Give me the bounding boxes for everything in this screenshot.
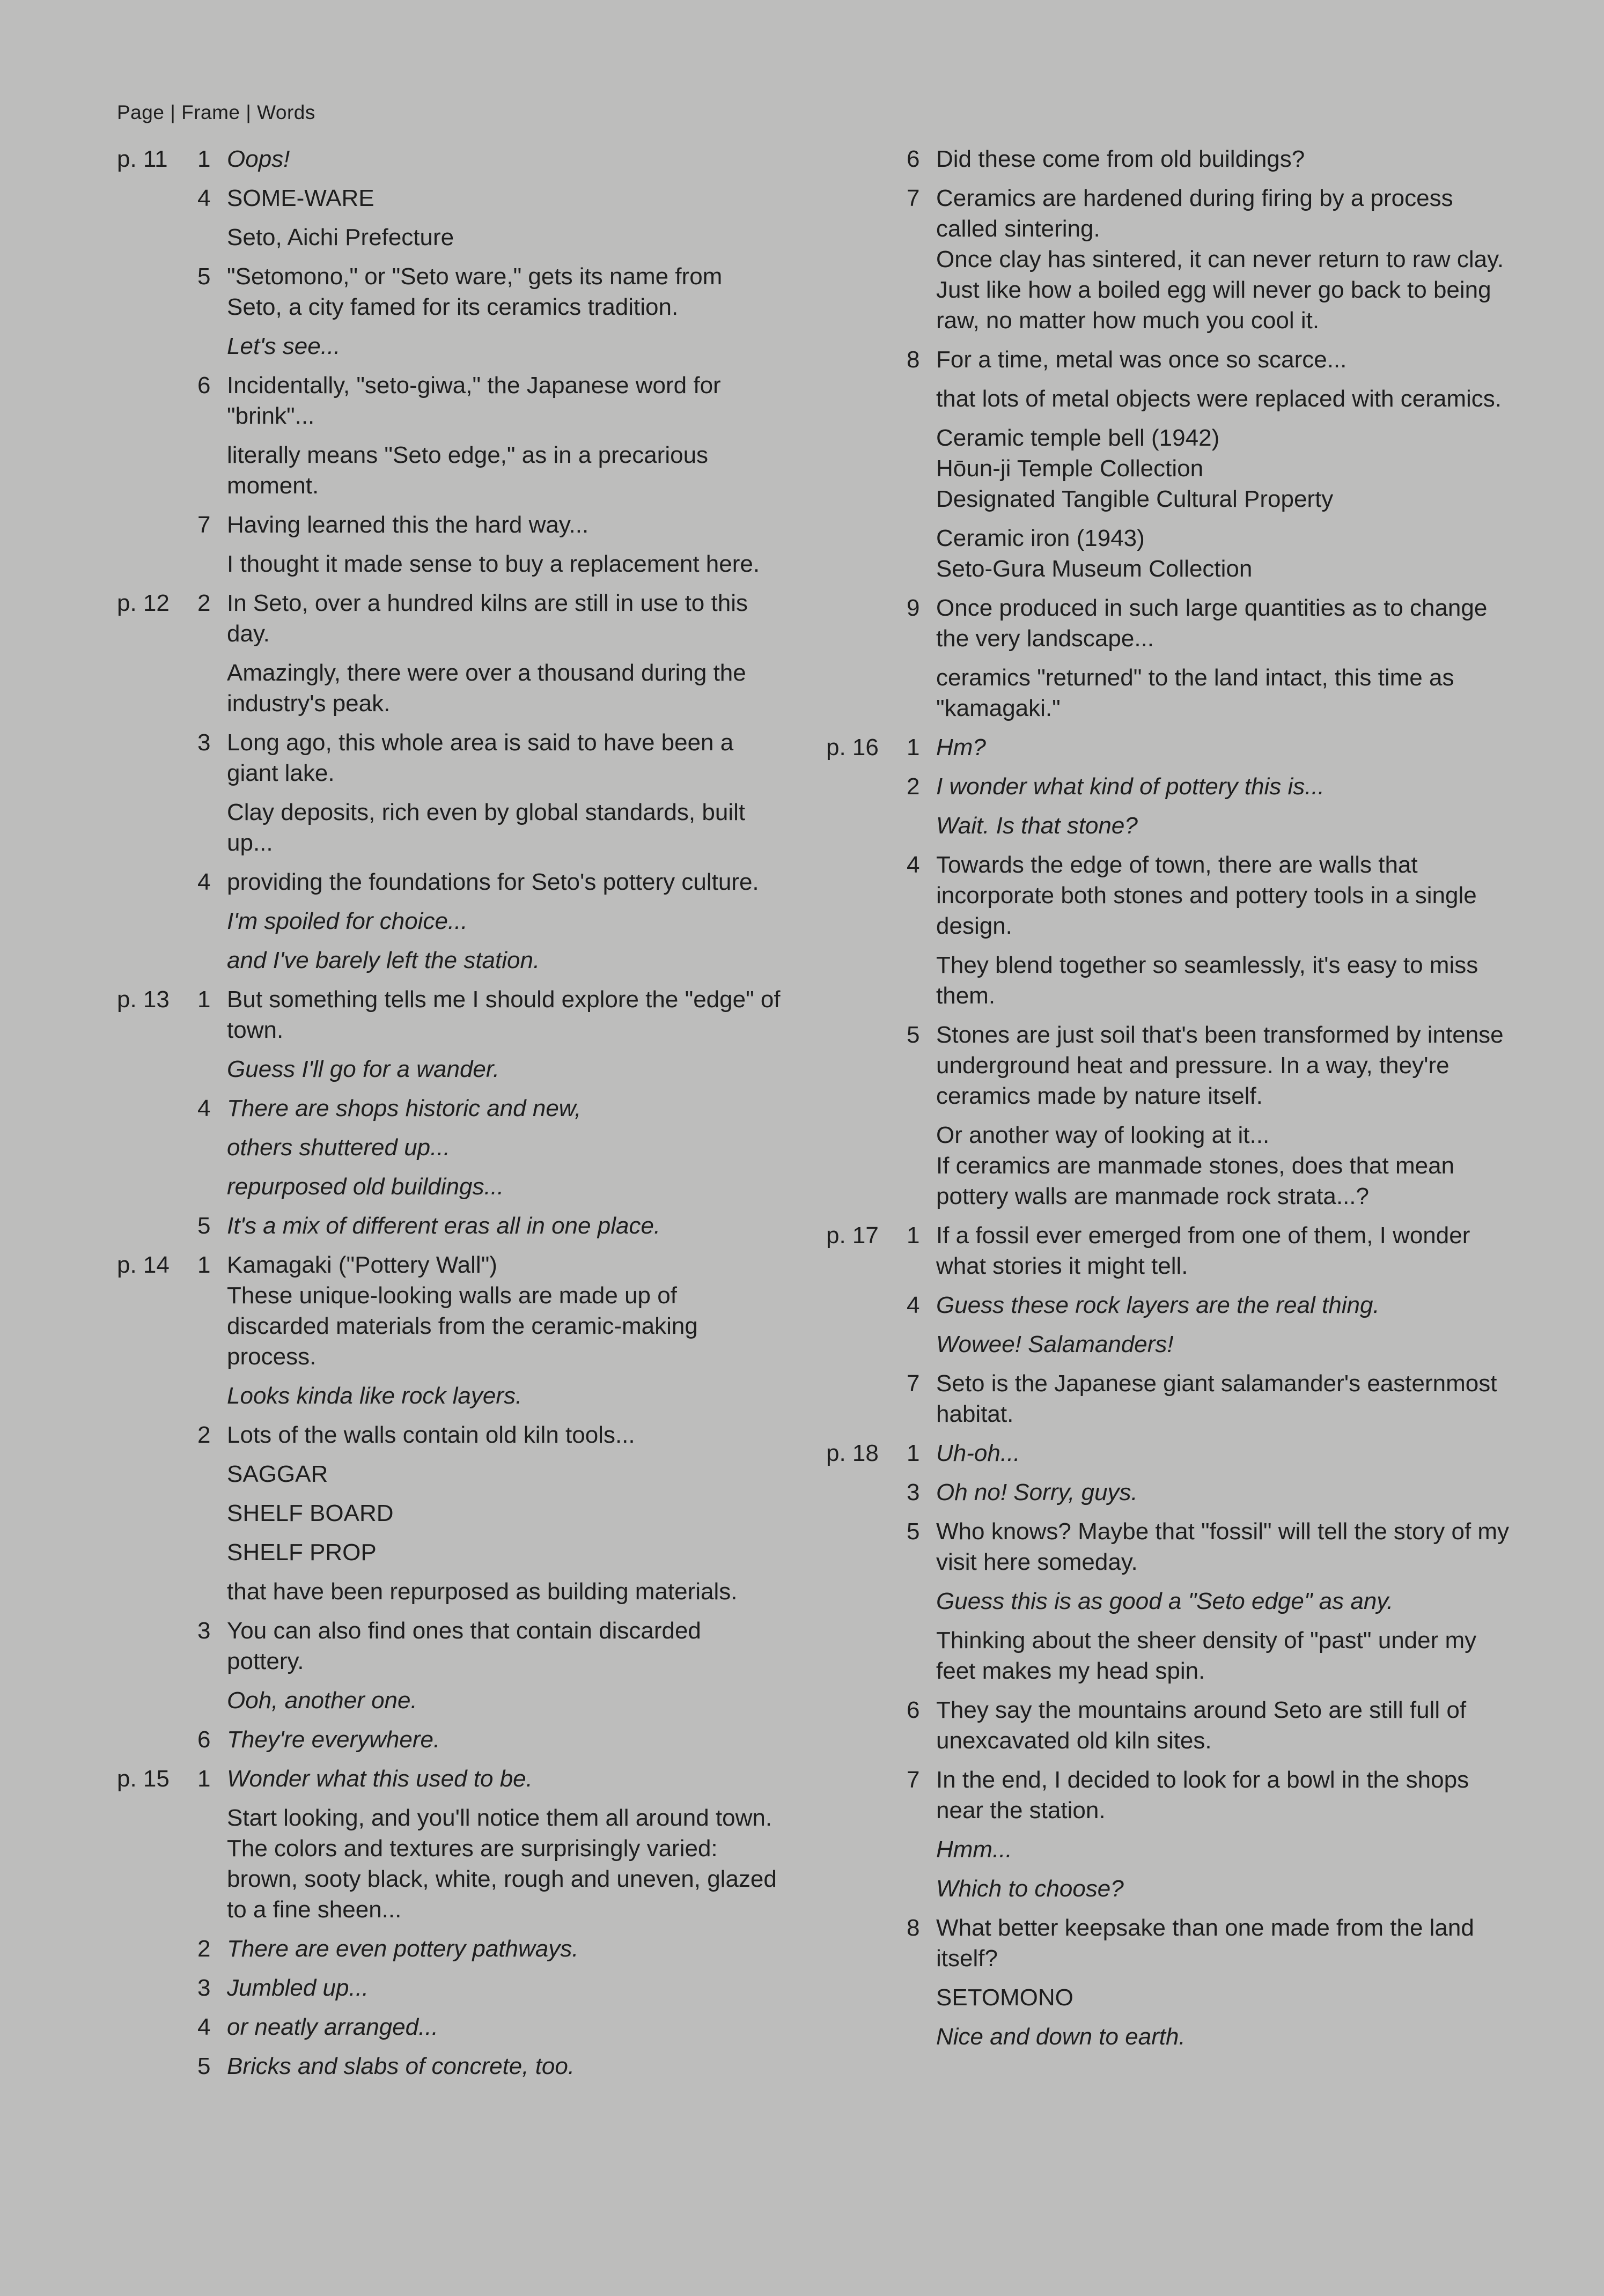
frame-entry [117,510,782,579]
frame-entry [826,771,1513,841]
frame-number: 2 [197,1422,211,1448]
frame-number: 4 [907,1292,920,1318]
dialogue-line: Hmm... [936,1836,1012,1863]
frame-number: 7 [907,1370,920,1397]
dialogue-line: Once produced in such large quantities as to change the very landscape... [936,595,1488,652]
frame-number: 1 [197,986,211,1013]
dialogue-line: Oh no! Sorry, guys. [936,1479,1138,1505]
dialogue-line: They say the mountains around Seto are still full of unexcavated old kiln sites. [936,1697,1467,1754]
frame-entry [826,1695,1513,1756]
dialogue-line: You can also find ones that contain discarded pottery. [227,1618,701,1674]
frame-entry [826,1477,1513,1508]
frame-entry [117,588,782,719]
frame-entry [826,1220,1513,1281]
frame-entry [117,1933,782,1964]
frame-entry [117,867,782,976]
dialogue-line: Wait. Is that stone? [936,813,1138,839]
left-column [117,144,782,2090]
dialogue-line: There are even pottery pathways. [227,1936,579,1962]
dialogue-line: It's a mix of different eras all in one place. [227,1213,661,1239]
dialogue-line: If a fossil ever emerged from one of them, I wonder what stories it might tell. [936,1222,1470,1279]
dialogue-line: Amazingly, there were over a thousand during the industry's peak. [227,660,746,717]
frame-entry [117,1250,782,1411]
frame-entry [117,1763,782,1925]
frame-number: 6 [197,1726,211,1753]
dialogue-line: What better keepsake than one made from the land itself? [936,1915,1474,1972]
frame-number: 5 [197,2053,211,2079]
page-section [117,588,782,976]
frame-entry [826,144,1513,174]
page-section [826,1438,1513,2052]
frame-entry [117,1615,782,1716]
page-number: p. 15 [117,1766,170,1792]
frame-entry [117,727,782,858]
frame-number: 6 [907,1697,920,1723]
page-number: p. 18 [826,1440,879,1466]
dialogue-line: There are shops historic and new, [227,1095,582,1121]
frame-number: 4 [197,2014,211,2040]
dialogue-line: "Setomono," or "Seto ware," gets its name from Seto, a city famed for its ceramics tradition. [227,263,723,320]
frame-number: 5 [907,1022,920,1048]
frame-entry [117,370,782,501]
dialogue-line: Designated Tangible Cultural Property [936,486,1334,512]
dialogue-line: Towards the edge of town, there are walls that incorporate both stones and pottery tools in a single design. [936,852,1477,939]
dialogue-line: Lots of the walls contain old kiln tools... [227,1422,635,1448]
frame-number: 4 [907,852,920,878]
dialogue-line: Start looking, and you'll notice them all around town. [227,1805,772,1831]
frame-number: 8 [907,346,920,373]
dialogue-line: Hm? [936,734,986,761]
page-section [117,984,782,1241]
frame-entry [117,1093,782,1202]
frame-entry [826,593,1513,724]
frame-number: 6 [907,146,920,172]
frame-number: 1 [197,1766,211,1792]
frame-entry [117,144,782,174]
frame-number: 1 [197,146,211,172]
dialogue-line: Seto is the Japanese giant salamander's easternmost habitat. [936,1370,1497,1427]
frame-number: 4 [197,869,211,895]
dialogue-line: Or another way of looking at it... [936,1122,1270,1148]
frame-number: 2 [197,590,211,616]
frame-number: 2 [197,1936,211,1962]
dialogue-line: Who knows? Maybe that "fossil" will tell the story of my visit here someday. [936,1518,1510,1575]
frame-number: 3 [197,729,211,756]
dialogue-line: In the end, I decided to look for a bowl in the shops near the station. [936,1767,1469,1823]
page-header: Page | Frame | Words [117,101,315,123]
frame-number: 5 [197,263,211,290]
dialogue-line: They blend together so seamlessly, it's easy to miss them. [936,952,1478,1009]
page-number: p. 17 [826,1222,879,1249]
dialogue-line: Which to choose? [936,1876,1124,1902]
page-number: p. 12 [117,590,170,616]
dialogue-line: I wonder what kind of pottery this is... [936,773,1325,800]
dialogue-line: Ooh, another one. [227,1687,417,1714]
frame-number: 3 [907,1479,920,1505]
dialogue-line: Kamagaki ("Pottery Wall") [227,1252,497,1278]
frame-entry [826,850,1513,1011]
page-number: p. 11 [117,146,168,172]
dialogue-line: For a time, metal was once so scarce... [936,346,1347,373]
dialogue-line: Bricks and slabs of concrete, too. [227,2053,575,2079]
frame-entry [117,2012,782,2042]
frame-number: 4 [197,1095,211,1121]
frame-entry [826,1020,1513,1212]
frame-entry [826,344,1513,584]
frame-entry [826,1765,1513,1904]
frame-number: 1 [907,1440,920,1466]
dialogue-line: Uh-oh... [936,1440,1020,1466]
dialogue-line: Oops! [227,146,290,172]
frame-number: 4 [197,185,211,211]
dialogue-line: Guess this is as good a "Seto edge" as any. [936,1588,1394,1614]
page-section [117,1250,782,1755]
dialogue-line: Having learned this the hard way... [227,512,589,538]
dialogue-line: Guess I'll go for a wander. [227,1056,500,1082]
frame-number: 2 [907,773,920,800]
dialogue-line: that have been repurposed as building materials. [227,1578,738,1605]
frame-entry [117,1420,782,1607]
dialogue-line: SHELF PROP [227,1539,377,1566]
dialogue-line: Wowee! Salamanders! [936,1331,1174,1357]
dialogue-line: I thought it made sense to buy a replacement here. [227,551,760,577]
frame-entry [826,1368,1513,1429]
dialogue-line: Stones are just soil that's been transformed by intense underground heat and pressure. In a way, they're ceramics made by nature itself. [936,1022,1504,1109]
dialogue-line: Just like how a boiled egg will never go back to being raw, no matter how much you cool it. [936,277,1491,334]
page-number: p. 16 [826,734,879,761]
frame-entry [826,1913,1513,2052]
page-number: p. 14 [117,1252,170,1278]
frame-number: 5 [197,1213,211,1239]
dialogue-line: If ceramics are manmade stones, does that mean pottery walls are manmade rock strata...? [936,1153,1455,1209]
dialogue-line: Looks kinda like rock layers. [227,1383,523,1409]
page-section [826,732,1513,1212]
dialogue-line: SETOMONO [936,1984,1073,2011]
dialogue-line: In Seto, over a hundred kilns are still in use to this day. [227,590,748,647]
frame-number: 9 [907,595,920,621]
dialogue-line: These unique-looking walls are made up of discarded materials from the ceramic-making process. [227,1282,698,1370]
frame-number: 8 [907,1915,920,1941]
dialogue-line: They're everywhere. [227,1726,440,1753]
frame-number: 7 [197,512,211,538]
frame-entry [117,1210,782,1241]
dialogue-line: Guess these rock layers are the real thing. [936,1292,1380,1318]
right-column [826,144,1513,2061]
dialogue-line: The colors and textures are surprisingly varied: brown, sooty black, white, rough and uneven, glazed to a fine sheen... [227,1835,777,1923]
dialogue-line: Thinking about the sheer density of "past" under my feet makes my head spin. [936,1627,1477,1684]
dialogue-line: SHELF BOARD [227,1500,394,1526]
dialogue-line: Once clay has sintered, it can never return to raw clay. [936,246,1504,272]
dialogue-line: or neatly arranged... [227,2014,438,2040]
dialogue-line: I'm spoiled for choice... [227,908,468,934]
dialogue-line: providing the foundations for Seto's pottery culture. [227,869,759,895]
frame-number: 1 [197,1252,211,1278]
page-section [826,1220,1513,1429]
dialogue-line: Jumbled up... [227,1975,369,2001]
dialogue-line: Did these come from old buildings? [936,146,1305,172]
dialogue-line: ceramics "returned" to the land intact, this time as "kamagaki." [936,665,1454,721]
dialogue-line: literally means "Seto edge," as in a precarious moment. [227,442,709,499]
dialogue-line: Ceramics are hardened during firing by a process called sintering. [936,185,1453,242]
dialogue-line: and I've barely left the station. [227,947,540,973]
frame-entry [826,732,1513,763]
dialogue-line: SOME-WARE [227,185,374,211]
frame-number: 5 [907,1518,920,1545]
dialogue-line: But something tells me I should explore the "edge" of town. [227,986,781,1043]
dialogue-line: Long ago, this whole area is said to have been a giant lake. [227,729,734,786]
frame-number: 3 [197,1618,211,1644]
dialogue-line: that lots of metal objects were replaced with ceramics. [936,386,1502,412]
dialogue-line: repurposed old buildings... [227,1173,504,1200]
frame-entry [117,2051,782,2081]
frame-number: 7 [907,1767,920,1793]
dialogue-line: others shuttered up... [227,1134,450,1161]
dialogue-line: Clay deposits, rich even by global standards, built up... [227,799,746,856]
dialogue-line: Seto, Aichi Prefecture [227,224,454,250]
frame-entry [826,1290,1513,1360]
page-section [117,1763,782,2081]
frame-number: 7 [907,185,920,211]
dialogue-line: Ceramic iron (1943) [936,525,1145,551]
page-section [117,144,782,579]
frame-number: 1 [907,734,920,761]
dialogue-line: Let's see... [227,333,341,359]
dialogue-line: Incidentally, "seto-giwa," the Japanese word for "brink"... [227,372,721,429]
page-section [826,144,1513,724]
dialogue-line: Hōun-ji Temple Collection [936,455,1204,482]
frame-entry [117,1973,782,2003]
frame-entry [117,984,782,1084]
dialogue-line: Ceramic temple bell (1942) [936,425,1220,451]
frame-entry [826,183,1513,336]
frame-entry [117,261,782,361]
dialogue-line: Nice and down to earth. [936,2024,1186,2050]
frame-entry [826,1438,1513,1468]
frame-number: 1 [907,1222,920,1249]
dialogue-line: Seto-Gura Museum Collection [936,556,1253,582]
dialogue-line: Wonder what this used to be. [227,1766,533,1792]
dialogue-line: SAGGAR [227,1461,328,1487]
frame-entry [117,183,782,253]
page-number: p. 13 [117,986,170,1013]
frame-entry [826,1516,1513,1686]
frame-entry [117,1724,782,1755]
frame-number: 3 [197,1975,211,2001]
frame-number: 6 [197,372,211,398]
